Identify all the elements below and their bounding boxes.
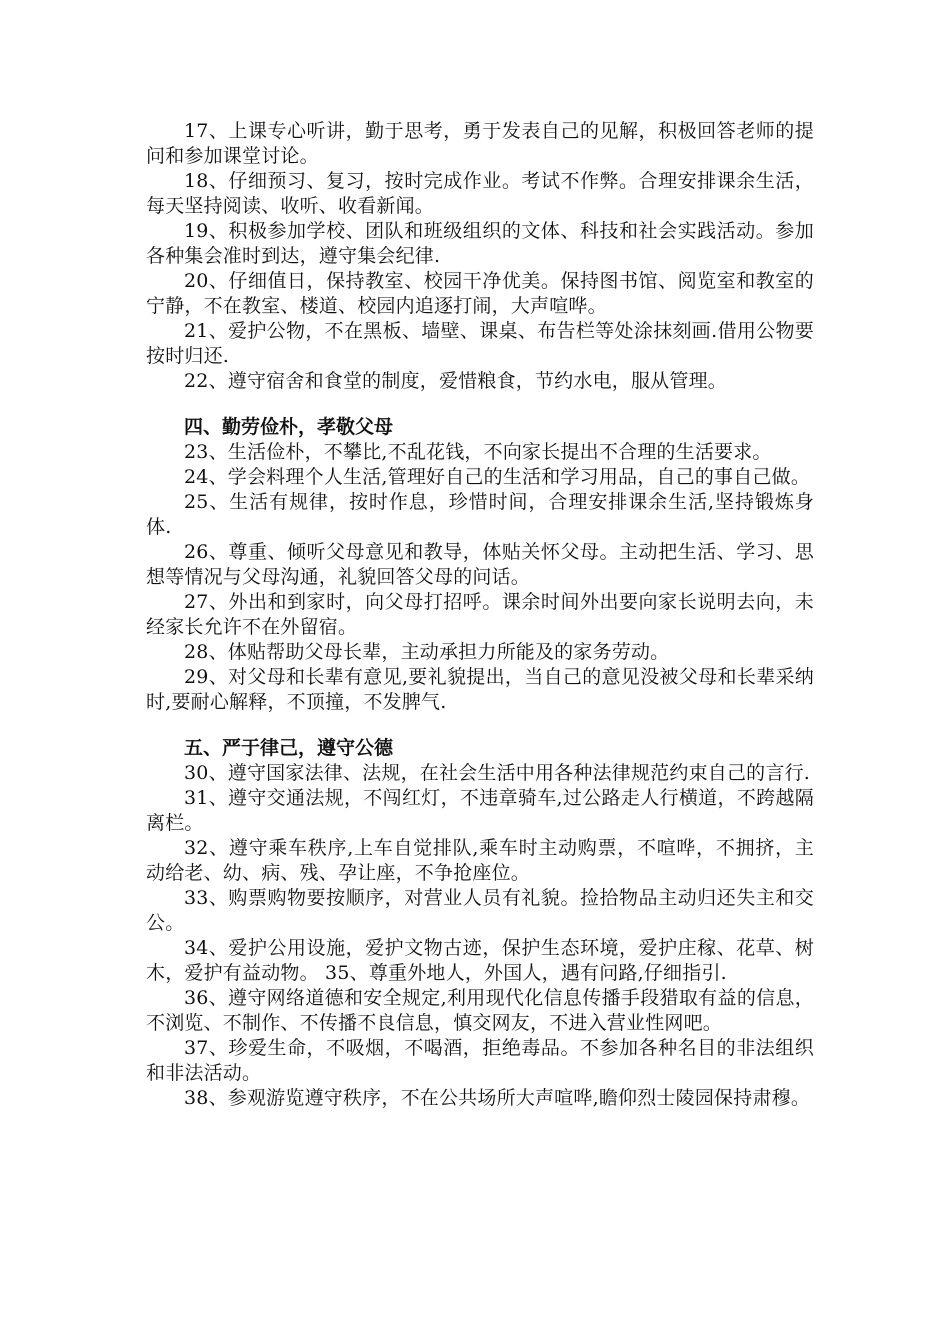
section-heading-4: 四、勤劳俭朴，孝敬父母: [184, 416, 394, 438]
rule-18: 18、仔细预习、复习，按时完成作业。考试不作弊。合理安排课余生活，每天坚持阅读、收听、收看新闻。: [146, 170, 814, 217]
rule-26: 26、尊重、倾听父母意见和教导，体贴关怀父母。主动把生活、学习、思想等情况与父母沟通，礼貌回答父母的问话。: [146, 541, 814, 588]
rule-25: 25、生活有规律，按时作息，珍惜时间，合理安排课余生活,坚持锻炼身体.: [146, 491, 814, 538]
rule-29: 29、对父母和长辈有意见,要礼貌提出，当自己的意见没被父母和长辈采纳时,要耐心解释，不顶撞，不发脾气.: [146, 666, 814, 713]
rule-34-35: 34、爱护公用设施，爱护文物古迹，保护生态环境，爱护庄稼、花草、树木，爱护有益动物。 35、尊重外地人，外国人，遇有问路,仔细指引.: [146, 937, 814, 984]
rule-27: 27、外出和到家时，向父母打招呼。课余时间外出要向家长说明去向，未经家长允许不在外留宿。: [146, 591, 814, 638]
section-heading-5: 五、严于律己，遵守公德: [184, 737, 394, 759]
rule-24: 24、学会料理个人生活,管理好自己的生活和学习用品，自己的事自己做。: [184, 466, 811, 488]
document-page: [146, 119, 814, 1111]
rule-32: 32、遵守乘车秩序,上车自觉排队,乘车时主动购票，不喧哗，不拥挤，主动给老、幼、病、残、孕让座，不争抢座位。: [146, 837, 814, 884]
rule-36: 36、遵守网络道德和安全规定,利用现代化信息传播手段猎取有益的信息，不浏览、不制作、不传播不良信息，慎交网友，不进入营业性网吧。: [146, 987, 814, 1034]
rule-37: 37、珍爱生命，不吸烟，不喝酒，拒绝毒品。不参加各种名目的非法组织和非法活动。: [146, 1037, 814, 1084]
rule-17: 17、上课专心听讲，勤于思考，勇于发表自己的见解，积极回答老师的提问和参加课堂讨论。: [146, 120, 814, 167]
rule-21: 21、爱护公物，不在黑板、墙壁、课桌、布告栏等处涂抹刻画.借用公物要按时归还.: [146, 320, 814, 367]
rule-30: 30、遵守国家法律、法规，在社会生活中用各种法律规范约束自己的言行.: [184, 762, 811, 784]
section-gap: [146, 394, 814, 415]
rule-20: 20、仔细值日，保持教室、校园干净优美。保持图书馆、阅览室和教室的宁静，不在教室、楼道、校园内追逐打闹，大声喧哗。: [146, 270, 814, 317]
section-gap: [146, 715, 814, 736]
rule-23: 23、生活俭朴，不攀比,不乱花钱，不向家长提出不合理的生活要求。: [184, 441, 772, 463]
rule-28: 28、体贴帮助父母长辈，主动承担力所能及的家务劳动。: [184, 641, 670, 663]
rule-19: 19、积极参加学校、团队和班级组织的文体、科技和社会实践活动。参加各种集会准时到达，遵守集会纪律.: [146, 220, 814, 267]
rule-38: 38、参观游览遵守秩序，不在公共场所大声喧哗,瞻仰烈士陵园保持肃穆。: [184, 1087, 811, 1109]
rule-31: 31、遵守交通法规，不闯红灯，不违章骑车,过公路走人行横道，不跨越隔离栏。: [146, 787, 814, 834]
rule-22: 22、遵守宿舍和食堂的制度，爱惜粮食，节约水电，服从管理。: [184, 370, 727, 392]
rule-33: 33、购票购物要按顺序，对营业人员有礼貌。捡拾物品主动归还失主和交公。: [146, 887, 814, 934]
